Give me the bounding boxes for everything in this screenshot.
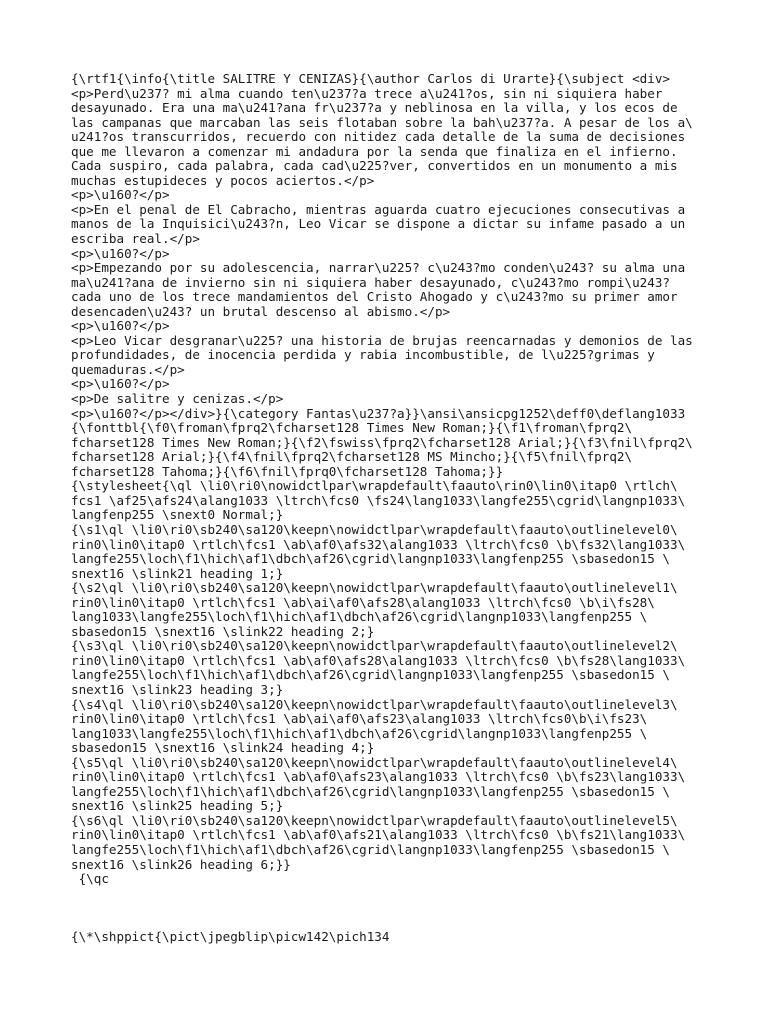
rtf-source-line: fcharset128 Times New Roman;}{\f2\fswiss\fprq2\fcharset128 Arial;}{\f3\fnil\fprq2\ [71, 434, 693, 450]
rtf-source-line: rin0\lin0\itap0 \rtlch\fcs1 \ab\af0\afs23\alang1033 \ltrch\fcs0 \b\fs23\lang1033\ [71, 769, 686, 785]
rtf-source-line: snext16 \slink21 heading 1;} [71, 565, 284, 581]
blank-gap [71, 887, 701, 930]
rtf-source-line: {\s4\ql \li0\ri0\sb240\sa120\keepn\nowidctlpar\wrapdefault\faauto\outlinelevel3\ [71, 696, 678, 712]
rtf-source-line: <p>\u160?</p> [71, 376, 170, 392]
rtf-source-line: snext16 \slink23 heading 3;} [71, 681, 284, 697]
rtf-source-lines [71, 72, 701, 887]
rtf-source-line: u241?os transcurridos, recuerdo con nitidez cada detalle de la suma de decisiones [71, 129, 686, 145]
rtf-source-line: snext16 \slink25 heading 5;} [71, 798, 284, 814]
rtf-source-line: <p>Empezando por su adolescencia, narrar\u225? c\u243?mo conden\u243? su alma una [71, 260, 686, 276]
rtf-source-line: fcs1 \af25\afs24\alang1033 \ltrch\fcs0 \fs24\lang1033\langfe255\cgrid\langnp1033\ [71, 492, 686, 508]
rtf-source-line: snext16 \slink26 heading 6;}} [71, 856, 291, 872]
rtf-source-line: manos de la Inquisici\u243?n, Leo Vicar se dispone a dictar su infame pasado a un [71, 216, 686, 232]
rtf-source-line: <p>\u160?</p></div>}{\category Fantas\u237?a}}\ansi\ansicpg1252\deff0\deflang1033 [71, 405, 686, 421]
rtf-source-line: sbasedon15 \snext16 \slink22 heading 2;} [71, 623, 375, 639]
rtf-source-line: langfe255\loch\f1\hich\af1\dbch\af26\cgrid\langnp1033\langfenp255 \sbasedon15 \ [71, 783, 670, 799]
rtf-source-line: cada uno de los trece mandamientos del Cristo Ahogado y c\u243?mo su primer amor [71, 289, 678, 305]
rtf-source-line: {\fonttbl{\f0\froman\fprq2\fcharset128 Times New Roman;}{\f1\froman\fprq2\ [71, 420, 633, 436]
rtf-source-line: langfenp255 \snext0 Normal;} [71, 507, 284, 523]
rtf-source-line: <p>Leo Vicar desgranar\u225? una historia de brujas reencarnadas y demonios de las [71, 332, 693, 348]
rtf-source-line: rin0\lin0\itap0 \rtlch\fcs1 \ab\ai\af0\afs23\alang1033 \ltrch\fcs0\b\i\fs23\ [71, 711, 648, 727]
rtf-source-line: <p>\u160?</p> [71, 187, 170, 203]
rtf-source-line: muchas estupideces y pocos aciertos.</p> [71, 172, 375, 188]
rtf-source-line: las campanas que marcaban las seis flotaban sobre la bah\u237?a. A pesar de los a\ [71, 114, 693, 130]
rtf-source-page [71, 72, 701, 944]
rtf-source-line: <p>\u160?</p> [71, 245, 170, 261]
rtf-source-line: {\s3\ql \li0\ri0\sb240\sa120\keepn\nowidctlpar\wrapdefault\faauto\outlinelevel2\ [71, 638, 678, 654]
rtf-source-line: desayunado. Era una ma\u241?ana fr\u237?a y neblinosa en la villa, y los ecos de [71, 100, 678, 116]
rtf-source-line: {\qc [71, 871, 109, 887]
rtf-source-line: desencaden\u243? un brutal descenso al abismo.</p> [71, 303, 451, 319]
rtf-source-line: {\s6\ql \li0\ri0\sb240\sa120\keepn\nowidctlpar\wrapdefault\faauto\outlinelevel5\ [71, 812, 678, 828]
rtf-source-line: {\stylesheet{\ql \li0\ri0\nowidctlpar\wrapdefault\faauto\rin0\lin0\itap0 \rtlch\ [71, 478, 678, 494]
rtf-source-line: <p>\u160?</p> [71, 318, 170, 334]
rtf-source-line: rin0\lin0\itap0 \rtlch\fcs1 \ab\af0\afs28\alang1033 \ltrch\fcs0 \b\fs28\lang1033\ [71, 652, 686, 668]
rtf-source-line: {\s2\ql \li0\ri0\sb240\sa120\keepn\nowidctlpar\wrapdefault\faauto\outlinelevel1\ [71, 580, 678, 596]
rtf-source-line: lang1033\langfe255\loch\f1\hich\af1\dbch\af26\cgrid\langnp1033\langfenp255 \ [71, 609, 648, 625]
rtf-source-line: Cada suspiro, cada palabra, cada cad\u225?ver, convertidos en un monumento a mis [71, 158, 678, 174]
rtf-source-line: {\rtf1{\info{\title SALITRE Y CENIZAS}{\author Carlos di Urarte}{\subject <div> [71, 71, 670, 86]
rtf-source-line: ma\u241?ana de invierno sin ni siquiera haber desayunado, c\u243?mo rompi\u243? [71, 274, 670, 290]
rtf-source-line: profundidades, de inocencia perdida y rabia incombustible, de l\u225?grimas y [71, 347, 655, 363]
rtf-source-line: {\s5\ql \li0\ri0\sb240\sa120\keepn\nowidctlpar\wrapdefault\faauto\outlinelevel4\ [71, 754, 678, 770]
rtf-source-line: <p>En el penal de El Cabracho, mientras aguarda cuatro ejecuciones consecutivas a [71, 201, 686, 217]
rtf-source-line: rin0\lin0\itap0 \rtlch\fcs1 \ab\af0\afs32\alang1033 \ltrch\fcs0 \b\fs32\lang1033\ [71, 536, 686, 552]
rtf-source-line: <p>Perd\u237? mi alma cuando ten\u237?a trece a\u241?os, sin ni siquiera haber [71, 85, 663, 101]
rtf-source-line: rin0\lin0\itap0 \rtlch\fcs1 \ab\ai\af0\afs28\alang1033 \ltrch\fcs0 \b\i\fs28\ [71, 594, 655, 610]
rtf-source-line: langfe255\loch\f1\hich\af1\dbch\af26\cgrid\langnp1033\langfenp255 \sbasedon15 \ [71, 551, 670, 567]
rtf-source-line: rin0\lin0\itap0 \rtlch\fcs1 \ab\af0\afs21\alang1033 \ltrch\fcs0 \b\fs21\lang1033\ [71, 827, 686, 843]
rtf-source-line: sbasedon15 \snext16 \slink24 heading 4;} [71, 740, 375, 756]
rtf-source-line: fcharset128 Arial;}{\f4\fnil\fprq2\fcharset128 MS Mincho;}{\f5\fnil\fprq2\ [71, 449, 633, 465]
rtf-source-line: escriba real.</p> [71, 231, 200, 247]
rtf-source-line: {\s1\ql \li0\ri0\sb240\sa120\keepn\nowidctlpar\wrapdefault\faauto\outlinelevel0\ [71, 521, 678, 537]
rtf-source-line: fcharset128 Tahoma;}{\f6\fnil\fprq0\fcharset128 Tahoma;}} [71, 463, 504, 479]
rtf-source-line: lang1033\langfe255\loch\f1\hich\af1\dbch\af26\cgrid\langnp1033\langfenp255 \ [71, 725, 648, 741]
rtf-source-line: quemaduras.</p> [71, 361, 185, 377]
rtf-source-line: langfe255\loch\f1\hich\af1\dbch\af26\cgrid\langnp1033\langfenp255 \sbasedon15 \ [71, 841, 670, 857]
rtf-source-line: que me llevaron a comenzar mi andadura por la senda que finaliza en el infierno. [71, 143, 678, 159]
rtf-pict-line: {\*\shppict{\pict\jpegblip\picw142\pich134 [71, 928, 390, 944]
rtf-source-line: langfe255\loch\f1\hich\af1\dbch\af26\cgrid\langnp1033\langfenp255 \sbasedon15 \ [71, 667, 670, 683]
rtf-source-line: <p>De salitre y cenizas.</p> [71, 391, 284, 407]
